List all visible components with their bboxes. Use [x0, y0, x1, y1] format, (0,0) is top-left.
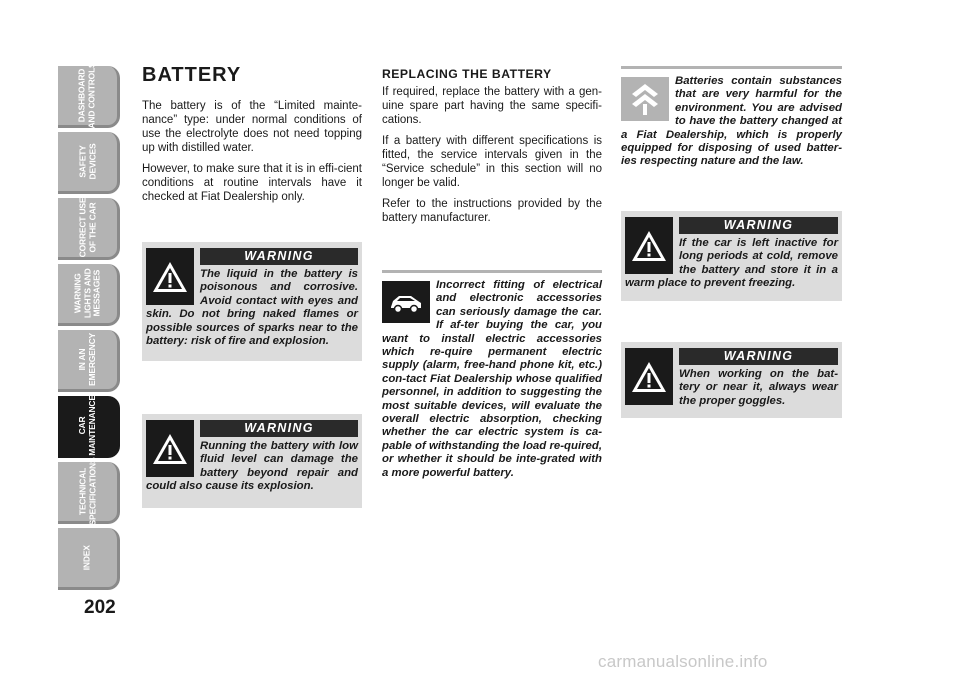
body-paragraph: The battery is of the “Limited mainte-nance” type: under normal conditions of use the electrolyte does not need topping up with distilled water.	[142, 100, 362, 154]
warning-text: When working on the bat-tery or near it, always wear the proper goggles.	[679, 368, 838, 407]
body-paragraph: If required, replace the battery with a gen-uine spare part having the same specifi-cations.	[382, 86, 602, 126]
tab-dashboard-and-controls[interactable]	[58, 62, 120, 129]
tab-label: INDEX	[81, 545, 92, 570]
warning-text: If the car is left inactive for long periods at cold, remove the battery and store it in a warm place to prevent freezing.	[625, 237, 838, 290]
page-number: 202	[84, 597, 116, 618]
tab-label: IN AN EMERGENCY	[77, 333, 97, 386]
tab-car-maintenance[interactable]	[58, 396, 120, 458]
note-text: Batteries contain substances that are very harmful for the environment. You are advised to have the battery changed at a Fiat Dealership, which is properly equipped for disposing of used batter-ies respecting nature and the law.	[621, 75, 842, 168]
warning-triangle-icon	[146, 248, 194, 305]
environment-note	[621, 66, 842, 169]
warning-banner: WARNING	[679, 348, 838, 365]
tab-correct-use[interactable]	[58, 198, 120, 260]
tab-label: WARNING LIGHTS AND MESSAGES	[72, 268, 102, 319]
warning-box-goggles	[621, 342, 842, 418]
tab-label: CAR MAINTENANCE	[77, 395, 97, 456]
warning-triangle-icon	[625, 217, 673, 274]
tab-label: CORRECT USE OF THE CAR	[77, 197, 97, 258]
section-title: BATTERY	[142, 64, 242, 86]
warning-triangle-icon	[146, 420, 194, 477]
warning-text: Running the battery with low fluid level can damage the battery beyond repair and could also cause its explosion.	[146, 440, 358, 493]
tab-safety-devices[interactable]	[58, 132, 120, 194]
section-subtitle: REPLACING THE BATTERY	[382, 67, 552, 81]
warning-triangle-icon	[625, 348, 673, 405]
tab-technical-specifications[interactable]	[58, 457, 120, 526]
warning-box-inactive	[621, 211, 842, 301]
tab-index[interactable]	[58, 528, 120, 590]
warning-box-low-fluid	[142, 414, 362, 508]
battery-section	[142, 62, 362, 211]
replacing-battery-section	[382, 62, 602, 232]
tab-label: TECHNICAL SPECIFICATIONS	[77, 457, 97, 526]
car-icon	[382, 281, 430, 323]
warning-box-liquid	[142, 242, 362, 361]
tab-warning-lights[interactable]	[58, 264, 120, 326]
body-paragraph: Refer to the instructions provided by the battery manufacturer.	[382, 198, 602, 224]
body-paragraph: If a battery with different specifications is fitted, the service intervals given in the “Service schedule” in this section will no longer be valid.	[382, 135, 602, 189]
environment-icon	[621, 77, 669, 121]
watermark: carmanualsonline.info	[598, 652, 768, 671]
warning-banner: WARNING	[200, 248, 358, 265]
tab-label: DASHBOARD AND CONTROLS	[77, 62, 97, 129]
tab-label: SAFETY DEVICES	[76, 143, 97, 180]
chapter-tabs	[58, 62, 122, 594]
warning-banner: WARNING	[200, 420, 358, 437]
accessories-note	[382, 270, 602, 480]
note-text: Incorrect fitting of electrical and electronic accessories can seriously damage the car. If af-ter buying the car, you want to install electric accessories which re-quire permanent electric supply (alarm, free-hand phone kit, etc.) con-tact Fiat Dealership whose qualified personnel, in addition to suggesting the most suitable devices, will evaluate the overall electric absorption, checking whether the car electric system is ca-pable of withstanding the load re-quired, or whether it should be inte-grated with a more powerful battery.	[382, 279, 602, 479]
warning-banner: WARNING	[679, 217, 838, 234]
body-paragraph: However, to make sure that it is in effi-cient conditions at routine intervals have it checked at Fiat Dealership only.	[142, 163, 362, 203]
warning-text: The liquid in the battery is poisonous and corrosive. Avoid contact with eyes and skin. Do not bring naked flames or possible sources of sparks near to the battery: risk of fire and explosion.	[146, 268, 358, 348]
tab-in-an-emergency[interactable]	[58, 330, 120, 392]
